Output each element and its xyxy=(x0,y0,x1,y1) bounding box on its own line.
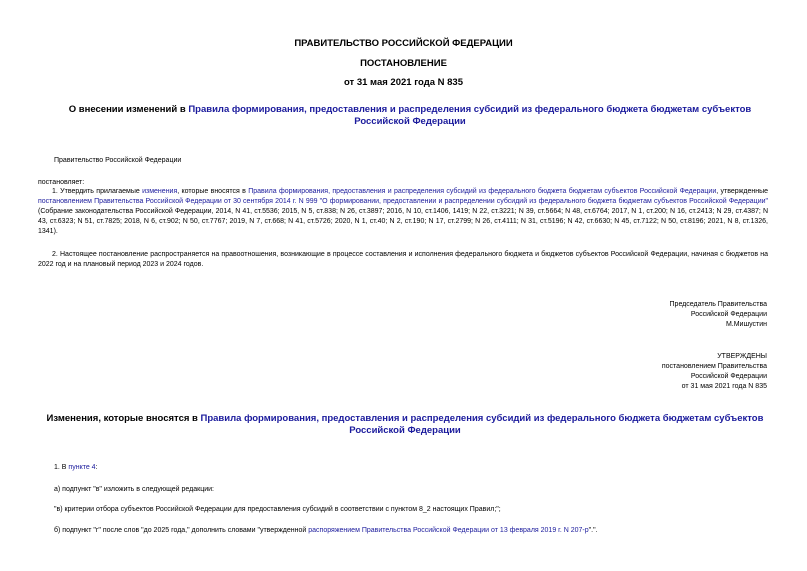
paragraph-1 xyxy=(38,187,768,237)
government-heading: ПРАВИТЕЛЬСТВО РОССИЙСКОЙ ФЕДЕРАЦИИ xyxy=(294,38,513,49)
change-item-a: а) подпункт "в" изложить в следующей редакции: xyxy=(54,486,214,493)
p1-text-1: 1. Утвердить прилагаемые xyxy=(52,188,143,195)
changes-title xyxy=(30,413,780,437)
document-type: ПОСТАНОВЛЕНИЕ xyxy=(360,58,447,69)
title-link[interactable]: Правила формирования, предоставления и распределения субсидий из федерального бюджета бюджетам субъектов Российской Федерации xyxy=(188,104,752,127)
signature-block xyxy=(670,300,767,330)
change-item-1 xyxy=(54,463,754,473)
p1-link-rules[interactable]: Правила формирования, предоставления и распределения субсидий из федерального бюджета бюджетам субъектов Российской Федерации xyxy=(248,188,717,195)
change-quote: "в) критерии отбора субъектов Российской Федерации для предоставления субсидий в соответствии с пунктом 8_2 настоящих Правил;"; xyxy=(54,506,501,513)
p1-text-4: (Собрание законодательства Российской Федерации, 2014, N 41, ст.5536; 2015, N 5, ст.838; N 26, ст.3897; 2016, N 10, ст.1406, 1419; N 22, ст.3221; N 39, ст.5664; N 48, ст.6764; 2017, N 1, ст.200; N 16, ст.2413; N 29, ст.4387; N 43, ст.6323; N 51, ст.7825; 2018, N 6, ст.902; N 50, ст.7767; 2019, N 7, ст.668; N 41, ст.5726; 2020, N 1, ст.40; N 2, ст.190; N 17, ст.2799; N 26, ст.4111; N 31, ст.5196; N 42, ст.6630; N 45, ст.7122; N 50, ст.8196; 2021, N 8, ст.1326, 1341). xyxy=(38,208,768,235)
resolves-line: постановляет: xyxy=(38,179,85,186)
title-prefix: О внесении изменений в xyxy=(68,104,189,115)
item-b-link[interactable]: распоряжением Правительства Российской Федерации от 13 февраля 2019 г. N 207-р xyxy=(308,527,589,534)
approved-line-2: постановлением Правительства xyxy=(661,363,767,370)
document-title xyxy=(50,104,770,128)
signature-role-1: Председатель Правительства xyxy=(669,301,767,308)
p1-text-2: , которые вносятся в xyxy=(177,188,249,195)
document-date: от 31 мая 2021 года N 835 xyxy=(343,77,464,88)
paragraph-2: 2. Настоящее постановление распространяется на правоотношения, возникающие в процессе составления и исполнения федерального бюджета и бюджетов субъектов Российской Федерации, начиная с бюджетов на 2022 год и на плановый период 2023 и 2024 годов. xyxy=(38,251,768,268)
changes-title-link[interactable]: Правила формирования, предоставления и распределения субсидий из федерального бюджета бюджетам субъектов Российской Федерации xyxy=(200,413,764,436)
p1-text-3: , утвержденные xyxy=(716,188,768,195)
item1-link[interactable]: пункте 4 xyxy=(68,464,96,471)
signature-name: М.Мишустин xyxy=(725,321,767,328)
item-b-suffix: ".". xyxy=(588,527,598,534)
item-b-prefix: б) подпункт "г" после слов "до 2025 года," дополнить словами "утвержденной xyxy=(54,527,309,534)
approved-block xyxy=(662,352,767,392)
approved-line-1: УТВЕРЖДЕНЫ xyxy=(717,353,767,360)
approved-line-4: от 31 мая 2021 года N 835 xyxy=(681,383,767,390)
approved-line-3: Российской Федерации xyxy=(690,373,767,380)
item1-prefix: 1. В xyxy=(54,464,69,471)
p1-link-changes[interactable]: изменения xyxy=(142,188,178,195)
government-line: Правительство Российской Федерации xyxy=(54,157,182,164)
changes-title-prefix: Изменения, которые вносятся в xyxy=(46,413,201,424)
item1-suffix: : xyxy=(95,464,98,471)
change-item-b xyxy=(54,526,774,536)
signature-role-2: Российской Федерации xyxy=(690,311,767,318)
p1-link-resolution[interactable]: постановлением Правительства Российской Федерации от 30 сентября 2014 г. N 999 "О формировании, предоставлении и распределении субсидий из федерального бюджета бюджетам субъектов Российской Федерации" xyxy=(38,198,768,205)
